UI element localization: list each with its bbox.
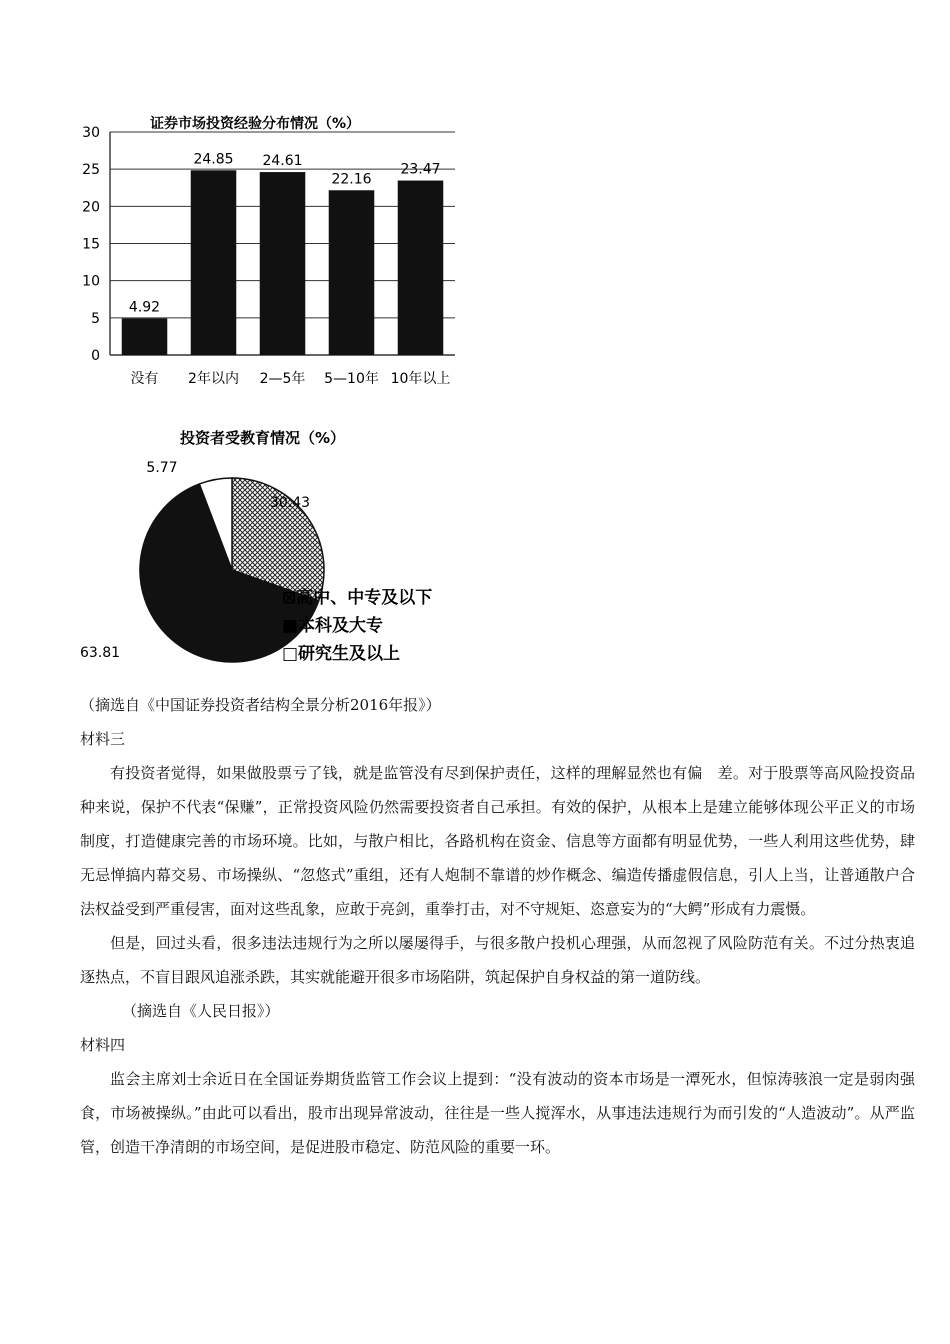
bar-mark: [260, 172, 306, 355]
pie-legend-entry: ⊠高中、中专及以下: [282, 588, 433, 608]
bar-chart-svg: [70, 100, 470, 400]
bar-y-tick-label: 5: [91, 310, 100, 327]
bar-y-tick-label: 20: [82, 199, 100, 216]
pie-slice-label: 63.81: [80, 645, 121, 661]
material-3-paragraph-1: 有投资者觉得，如果做股票亏了钱，就是监管没有尽到保护责任，这样的理解显然也有偏 差。对于股票等高风险投资品种来说，保护不代表“保赚”，正常投资风险仍然需要投资者自己承担。有效的保护，从根本上是建立能够体现公平正义的市场制度，打造健康完善的市场环境。比如，与散户相比，各路机构在资金、信息等方面都有明显优势，一些人利用这些优势，肆无忌惮搞内幕交易、市场操纵、“忽悠式”重组，还有人炮制不靠谱的炒作概念、编造传播虚假信息，引人上当，让普通散户合法权益受到严重侵害，面对这些乱象，应敢于亮剑，重拳打击，对不守规矩、恣意妄为的“大鳄”形成有力震慑。: [80, 764, 915, 918]
bar-value-label: 24.85: [193, 151, 234, 168]
bar-mark: [398, 181, 444, 355]
bar-value-label: 23.47: [400, 161, 441, 178]
experience-bar-chart: [70, 100, 470, 400]
bar-mark: [191, 170, 237, 355]
bar-y-tick-label: 15: [82, 236, 100, 253]
bar-x-tick-label: 没有: [130, 371, 159, 387]
document-body: [80, 688, 915, 1164]
bar-y-tick-label: 30: [82, 125, 100, 141]
bar-x-tick-label: 2—5年: [259, 371, 306, 387]
source-citation-2: （摘选自《人民日报》）: [122, 1002, 280, 1020]
bar-x-tick-label: 10年以上: [390, 371, 451, 387]
bar-value-label: 4.92: [128, 299, 161, 316]
bar-mark: [122, 318, 168, 355]
bar-value-label: 24.61: [262, 153, 303, 170]
material-3-heading: 材料三: [80, 730, 126, 748]
pie-slice-label: 5.77: [146, 460, 178, 476]
pie-legend-entry: □研究生及以上: [282, 644, 401, 664]
pie-chart-svg: [70, 415, 470, 675]
pie-chart-title: 投资者受教育情况（%）: [180, 429, 346, 447]
bar-y-tick-label: 25: [82, 162, 100, 179]
material-3-paragraph-2: 但是，回过头看，很多违法违规行为之所以屡屡得手，与很多散户投机心理强，从而忽视了风险防范有关。不过分热衷追逐热点，不盲目跟风追涨杀跌，其实就能避开很多市场陷阱，筑起保护自身权益的第一道防线。: [80, 934, 915, 986]
source-citation-1: （摘选自《中国证券投资者结构全景分析2016年报》）: [80, 696, 441, 714]
material-4-paragraph: 监会主席刘士余近日在全国证券期货监管工作会议上提到：“没有波动的资本市场是一潭死水，但惊涛骇浪一定是弱肉强食，市场被操纵。”由此可以看出，股市出现异常波动，往往是一些人搅浑水，从事违法违规行为而引发的“人造波动”。从严监管，创造干净清朗的市场空间，是促进股市稳定、防范风险的重要一环。: [80, 1070, 915, 1156]
bar-x-tick-label: 5—10年: [324, 371, 379, 387]
material-4-heading: 材料四: [80, 1036, 126, 1054]
bar-y-tick-label: 10: [82, 273, 100, 290]
pie-legend-entry: ■本科及大专: [282, 616, 384, 636]
bar-value-label: 22.16: [331, 171, 372, 188]
pie-slice-label: 30.43: [270, 495, 311, 511]
bar-chart-title: 证券市场投资经验分布情况（%）: [150, 116, 361, 132]
education-pie-chart: [70, 415, 470, 675]
bar-x-tick-label: 2年以内: [188, 371, 239, 387]
bar-mark: [329, 190, 375, 355]
bar-y-tick-label: 0: [91, 348, 100, 364]
